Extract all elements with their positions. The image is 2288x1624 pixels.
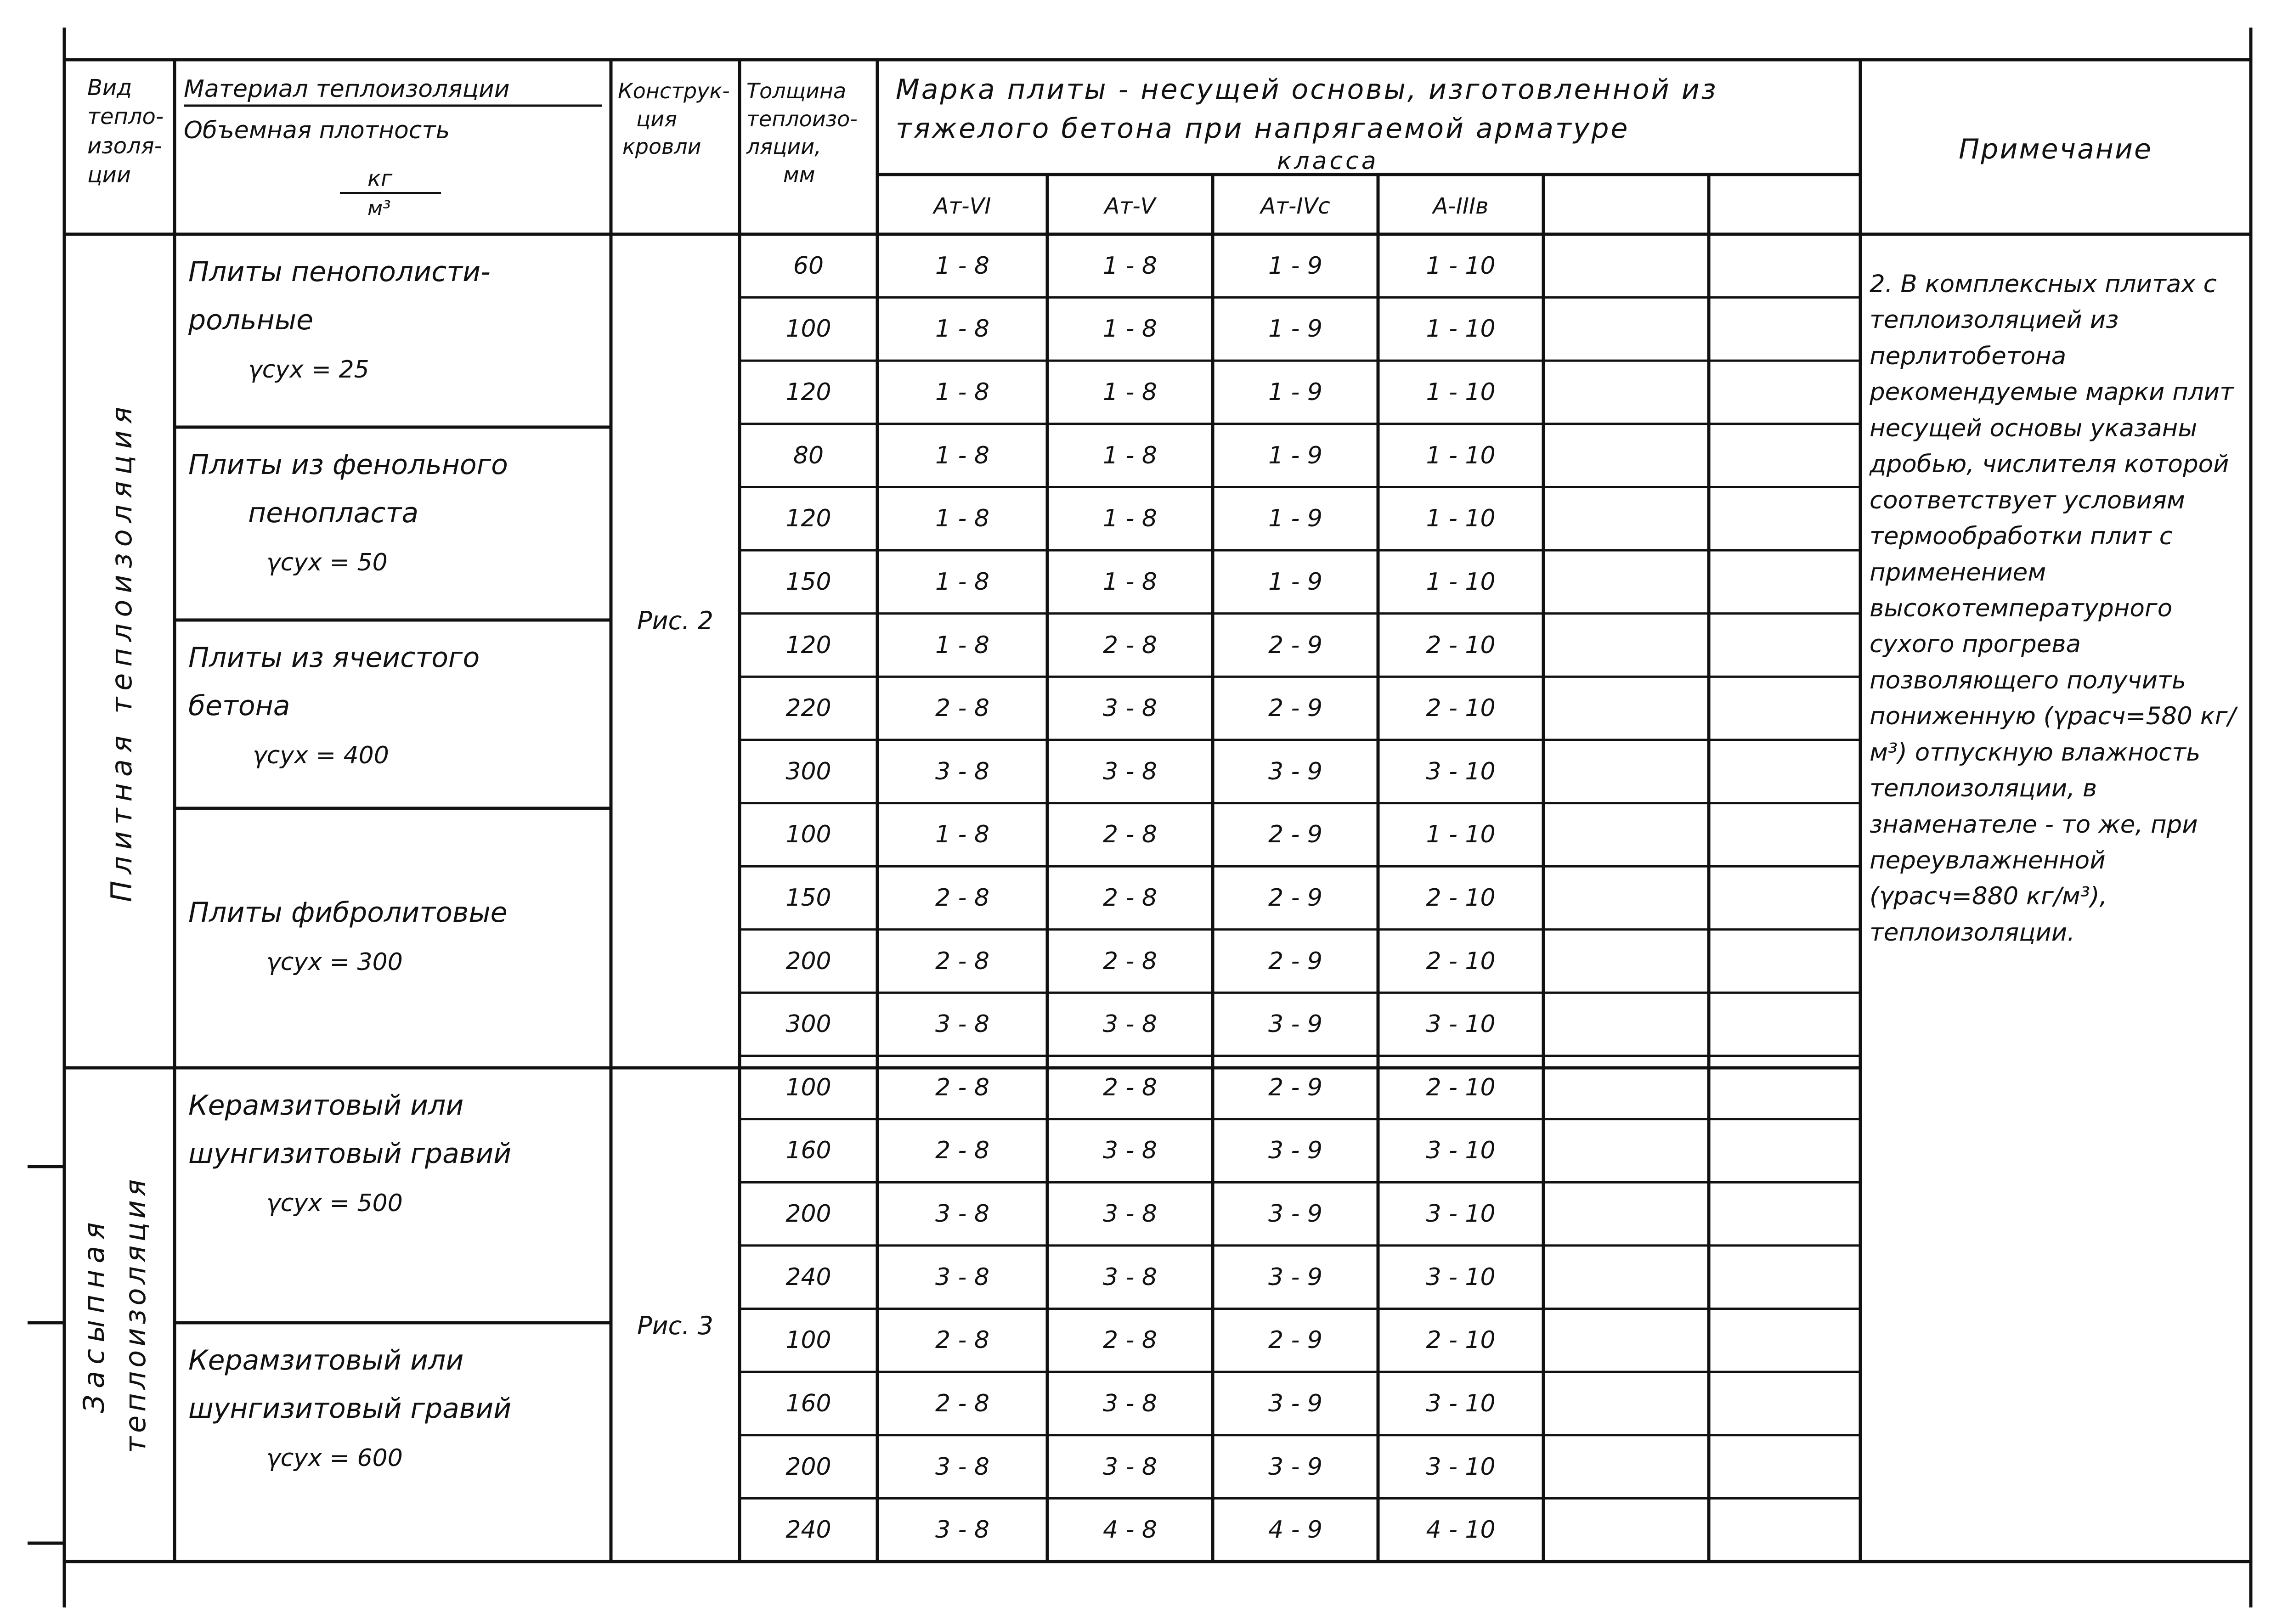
grade-cell: 3 - 10 <box>1426 1200 1496 1228</box>
thickness-cell: 160 <box>785 1137 831 1165</box>
grade-cell: 1 - 9 <box>1268 315 1322 343</box>
grade-cell: 1 - 8 <box>1103 505 1157 533</box>
thickness-cell: 300 <box>785 1010 831 1038</box>
grade-cell: 1 - 8 <box>935 378 989 406</box>
grade-cell: 1 - 9 <box>1268 441 1322 469</box>
grade-cell: 2 - 10 <box>1426 1326 1496 1354</box>
grade-cell: 3 - 9 <box>1268 1453 1322 1481</box>
grade-cell: 1 - 8 <box>935 315 989 343</box>
header-kind-line: ции <box>87 162 131 188</box>
material-line: γсух = 300 <box>266 948 403 976</box>
header-kind-line: изоля- <box>87 133 162 159</box>
grade-cell: 2 - 8 <box>1103 631 1157 659</box>
thickness-cell: 160 <box>785 1389 831 1417</box>
class-header: Ат-V <box>1104 193 1156 219</box>
thickness-cell: 80 <box>793 441 824 469</box>
group-label: Плитная теплоизоляция <box>105 400 138 902</box>
grade-cell: 1 - 8 <box>1103 252 1157 280</box>
thickness-cell: 100 <box>785 1326 831 1354</box>
grade-cell: 2 - 10 <box>1426 631 1496 659</box>
grade-cell: 1 - 8 <box>935 505 989 533</box>
material-line: пенопласта <box>248 497 419 529</box>
grade-cell: 2 - 8 <box>935 884 989 912</box>
remark-note: 2. В комплексных плитах с теплоизоляцией из перлитобетона рекомендуемые марки плит несущей основы указаны дробью, числителя которой соответствует условиям термообработки плит с применением высокотемпературного сухого прогрева позволяющего получить пониженную (γрасч=580 кг/м³) отпускную влажность теплоизоляции, в знаменателе - то же, при переувлажненной (γрасч=880 кг/м³), теплоизоляции. <box>1870 270 2236 947</box>
header-thickness-line: Толщина <box>746 79 847 103</box>
thickness-cell: 100 <box>785 821 831 849</box>
grade-cell: 4 - 9 <box>1268 1516 1322 1544</box>
grade-cell: 4 - 8 <box>1103 1516 1157 1544</box>
grade-cell: 3 - 8 <box>1103 757 1157 785</box>
grade-cell: 4 - 10 <box>1426 1516 1496 1544</box>
grade-cell: 3 - 8 <box>935 1453 989 1481</box>
grade-cell: 3 - 10 <box>1426 757 1496 785</box>
grade-cell: 3 - 9 <box>1268 1137 1322 1165</box>
grade-cell: 3 - 8 <box>935 1263 989 1291</box>
class-header: Ат-VI <box>933 193 991 219</box>
grade-cell: 3 - 8 <box>1103 1200 1157 1228</box>
thickness-cell: 220 <box>785 694 831 722</box>
material-line: γсух = 500 <box>266 1190 403 1217</box>
construction-label: Рис. 2 <box>637 606 714 635</box>
grade-cell: 3 - 9 <box>1268 1010 1322 1038</box>
grade-cell: 3 - 9 <box>1268 1389 1322 1417</box>
grade-cell: 2 - 10 <box>1426 1073 1496 1101</box>
header-brand-3: класса <box>1277 147 1379 175</box>
header-density: Объемная плотность <box>184 117 450 144</box>
material-line: γсух = 400 <box>253 742 389 769</box>
header-thickness-line: мм <box>783 162 815 187</box>
grade-cell: 2 - 10 <box>1426 694 1496 722</box>
grade-cell: 2 - 9 <box>1268 1073 1322 1101</box>
header-remark: Примечание <box>1959 133 2152 165</box>
header-kind-line: тепло- <box>87 104 164 130</box>
grade-cell: 1 - 9 <box>1268 568 1322 596</box>
grade-cell: 2 - 8 <box>935 1389 989 1417</box>
thickness-cell: 120 <box>785 631 831 659</box>
group-label-line2: теплоизоляция <box>119 1175 152 1454</box>
grade-cell: 1 - 10 <box>1426 378 1496 406</box>
thickness-cell: 200 <box>785 1200 831 1228</box>
class-header: Ат-IVс <box>1260 193 1330 219</box>
grade-cell: 3 - 8 <box>935 1200 989 1228</box>
grade-cell: 2 - 9 <box>1268 884 1322 912</box>
material-line: γсух = 600 <box>266 1444 403 1472</box>
grade-cell: 2 - 8 <box>935 1073 989 1101</box>
grade-cell: 1 - 8 <box>935 441 989 469</box>
grade-cell: 1 - 9 <box>1268 505 1322 533</box>
header-brand-2: тяжелого бетона при напрягаемой арматуре <box>896 113 1630 145</box>
grade-cell: 1 - 9 <box>1268 378 1322 406</box>
grade-cell: 3 - 8 <box>935 757 989 785</box>
material-item <box>188 248 491 393</box>
grade-cell: 1 - 8 <box>935 252 989 280</box>
grade-cell: 1 - 8 <box>1103 315 1157 343</box>
header-construction-line: Конструк- <box>618 79 730 103</box>
header-material: Материал теплоизоляции <box>184 75 510 103</box>
thickness-cell: 300 <box>785 757 831 785</box>
thickness-cell: 150 <box>785 884 831 912</box>
class-header: А-IIIв <box>1433 193 1489 219</box>
grade-cell: 1 - 10 <box>1426 821 1496 849</box>
material-line: Плиты фибролитовые <box>188 897 508 929</box>
material-line: γсух = 50 <box>266 549 388 576</box>
material-line: шунгизитовый гравий <box>188 1393 512 1425</box>
material-line: бетона <box>188 690 290 722</box>
header-thickness-line: теплоизо- <box>746 106 858 131</box>
header-brand-1: Марка плиты - несущей основы, изготовленной из <box>896 73 1718 106</box>
grade-cell: 1 - 8 <box>935 821 989 849</box>
grade-cell: 1 - 10 <box>1426 252 1496 280</box>
grade-cell: 3 - 8 <box>935 1516 989 1544</box>
construction-label: Рис. 3 <box>637 1311 714 1340</box>
material-line: Керамзитовый или <box>188 1344 464 1376</box>
grade-cell: 1 - 10 <box>1426 315 1496 343</box>
grade-cell: 2 - 8 <box>1103 1326 1157 1354</box>
header-construction <box>618 77 730 161</box>
thickness-cell: 240 <box>785 1516 831 1544</box>
grade-cell: 2 - 8 <box>935 694 989 722</box>
grade-cell: 2 - 9 <box>1268 947 1322 975</box>
grade-cell: 3 - 8 <box>1103 1137 1157 1165</box>
grade-cell: 3 - 8 <box>1103 1263 1157 1291</box>
grade-cell: 3 - 8 <box>1103 1010 1157 1038</box>
grade-cell: 1 - 8 <box>935 568 989 596</box>
material-line: шунгизитовый гравий <box>188 1138 512 1170</box>
grade-cell: 1 - 10 <box>1426 568 1496 596</box>
grade-cell: 2 - 8 <box>1103 947 1157 975</box>
material-line: γсух = 25 <box>248 356 369 383</box>
grade-cell: 1 - 9 <box>1268 252 1322 280</box>
header-thickness <box>746 77 858 189</box>
header-construction-line: ция <box>636 106 677 131</box>
grade-cell: 1 - 8 <box>935 631 989 659</box>
thickness-cell: 150 <box>785 568 831 596</box>
grade-cell: 3 - 10 <box>1426 1137 1496 1165</box>
material-item <box>188 441 508 586</box>
thickness-cell: 240 <box>785 1263 831 1291</box>
grade-cell: 1 - 8 <box>1103 378 1157 406</box>
grade-cell: 2 - 8 <box>935 1326 989 1354</box>
grade-cell: 2 - 10 <box>1426 884 1496 912</box>
grade-cell: 2 - 10 <box>1426 947 1496 975</box>
grade-cell: 3 - 10 <box>1426 1389 1496 1417</box>
material-line: Плиты из фенольного <box>188 449 508 481</box>
grade-cell: 2 - 8 <box>935 947 989 975</box>
grade-cell: 1 - 10 <box>1426 505 1496 533</box>
grade-cell: 1 - 8 <box>1103 441 1157 469</box>
grade-cell: 3 - 10 <box>1426 1453 1496 1481</box>
grade-cell: 3 - 10 <box>1426 1263 1496 1291</box>
grade-cell: 2 - 9 <box>1268 1326 1322 1354</box>
header-unit-den: м³ <box>367 197 391 220</box>
grade-cell: 3 - 9 <box>1268 1263 1322 1291</box>
grade-cell: 1 - 10 <box>1426 441 1496 469</box>
grade-cell: 2 - 8 <box>935 1137 989 1165</box>
grade-cell: 2 - 8 <box>1103 1073 1157 1101</box>
grade-cell: 3 - 8 <box>1103 1453 1157 1481</box>
header-construction-line: кровли <box>622 134 701 159</box>
thickness-cell: 200 <box>785 1453 831 1481</box>
material-item <box>188 1082 511 1226</box>
grade-cell: 3 - 9 <box>1268 1200 1322 1228</box>
material-item <box>188 889 508 985</box>
grade-cell: 3 - 8 <box>1103 694 1157 722</box>
material-line: Плиты из ячеистого <box>188 642 480 674</box>
header-unit-num: кг <box>367 166 393 192</box>
thickness-cell: 200 <box>785 947 831 975</box>
grade-cell: 2 - 9 <box>1268 821 1322 849</box>
material-line: Плиты пенополисти- <box>188 256 491 288</box>
grade-cell: 3 - 10 <box>1426 1010 1496 1038</box>
grade-cell: 1 - 8 <box>1103 568 1157 596</box>
grade-cell: 3 - 9 <box>1268 757 1322 785</box>
grade-cell: 3 - 8 <box>1103 1389 1157 1417</box>
thickness-cell: 100 <box>785 315 831 343</box>
header-kind-line: Вид <box>87 75 132 101</box>
material-line: рольные <box>188 304 314 336</box>
grade-cell: 3 - 8 <box>935 1010 989 1038</box>
thickness-cell: 100 <box>785 1073 831 1101</box>
material-line: Керамзитовый или <box>188 1089 464 1122</box>
header-thickness-line: ляции, <box>746 134 821 159</box>
grade-cell: 2 - 8 <box>1103 884 1157 912</box>
header-kind <box>87 73 164 190</box>
material-item <box>188 1336 511 1481</box>
grade-cell: 2 - 9 <box>1268 694 1322 722</box>
thickness-cell: 120 <box>785 505 831 533</box>
thickness-cell: 60 <box>793 252 824 280</box>
group-label-line1: Засыпная <box>77 1216 111 1413</box>
grade-cell: 2 - 8 <box>1103 821 1157 849</box>
thickness-cell: 120 <box>785 378 831 406</box>
material-item <box>188 634 480 778</box>
grade-cell: 2 - 9 <box>1268 631 1322 659</box>
